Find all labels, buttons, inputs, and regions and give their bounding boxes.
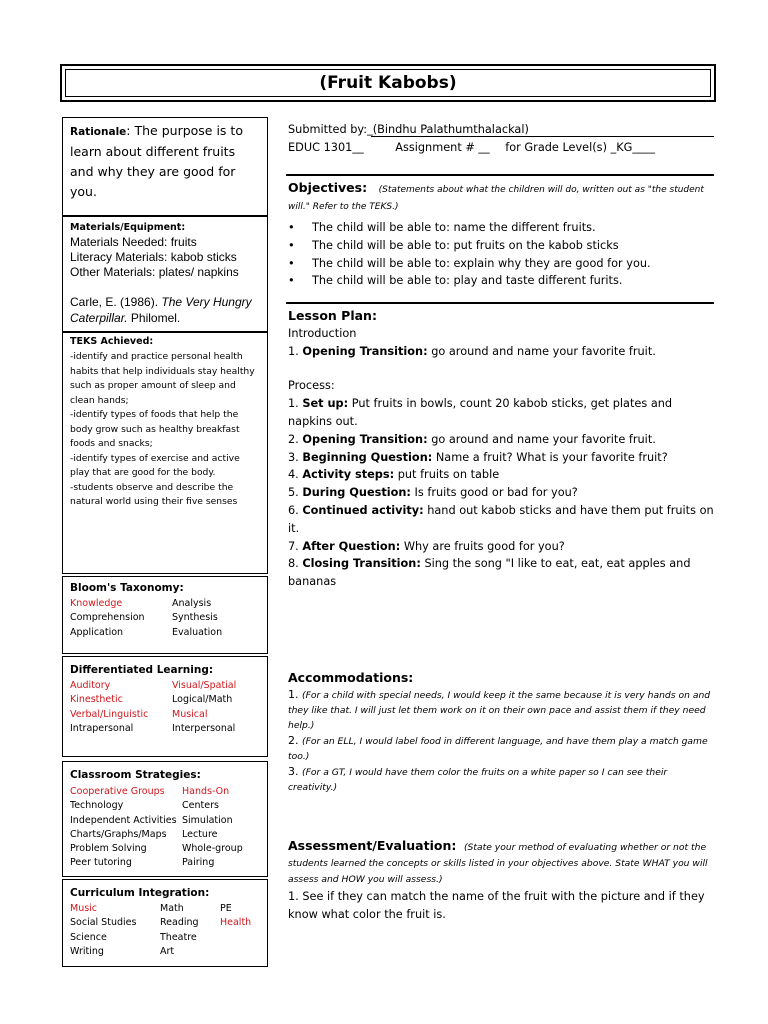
assessment-item: 1. See if they can match the name of the fruit with the picture and if they know what color the fruit is. (288, 890, 705, 921)
lesson-intro: Introduction (288, 326, 357, 340)
classroom-label: Classroom Strategies: (70, 769, 201, 781)
cs-charts: Charts/Graphs/Maps (70, 828, 167, 840)
assessment-section (288, 838, 714, 924)
citation-suffix: Philomel. (127, 311, 181, 325)
materials-line-3: Other Materials: plates/ napkins (70, 265, 239, 279)
diff-logical-math: Logical/Math (172, 694, 233, 706)
step-text: Put fruits in bowls, count 20 kabob sticks, get plates and napkins out. (288, 397, 673, 428)
diff-verbal-linguistic: Verbal/Linguistic (70, 708, 149, 720)
step-text: hand out kabob sticks and have them put fruits on it. (288, 503, 714, 535)
classroom-box (62, 761, 268, 877)
accommodation-3 (288, 764, 714, 795)
accommodation-text: (For an ELL, I would label food in different language, and have them play a match game too.) (288, 735, 708, 762)
lesson-step-7 (288, 538, 714, 556)
divider-objectives (286, 174, 714, 176)
step-key: After Question: (302, 539, 401, 553)
ci-empty-1 (220, 931, 270, 945)
cs-independent: Independent Activities (70, 814, 177, 826)
ci-health: Health (220, 917, 252, 929)
course: EDUC 1301__ (288, 140, 364, 154)
ci-theatre: Theatre (160, 931, 197, 943)
step-num: 7. (288, 539, 303, 553)
differentiated-box (62, 656, 268, 757)
assessment-label: Assessment/Evaluation: (288, 838, 457, 853)
curriculum-label: Curriculum Integration: (70, 887, 210, 899)
cs-simulation: Simulation (182, 814, 233, 826)
diff-visual-spatial: Visual/Spatial (172, 680, 237, 691)
citation-title: The Very Hungry Caterpillar. (70, 295, 252, 325)
step-num: 2. (288, 432, 303, 446)
teks-line-1: -identify and practice personal health habits that help individuals stay healthy such as proper amount of sleep and clean hands; (70, 351, 255, 406)
accommodation-text: (For a child with special needs, I would keep it the same because it is very hands on and they like that. I will just let them work on it on their own pace and assist them if they need help.) (288, 689, 711, 731)
diff-kinesthetic: Kinesthetic (70, 694, 123, 706)
cs-cooperative-groups: Cooperative Groups (70, 786, 165, 797)
rationale-sep: : (126, 123, 135, 138)
objective-item-2: • The child will be able to: put fruits on the kabob sticks (288, 237, 714, 255)
document-title: (Fruit Kabobs) (65, 69, 711, 97)
ci-empty-2 (220, 945, 270, 959)
ci-art: Art (160, 945, 175, 957)
accommodation-num: 1. (288, 687, 302, 701)
cs-peer-tutoring: Peer tutoring (70, 857, 132, 869)
step-key: Set up: (302, 397, 349, 411)
step-num: 1. (288, 397, 303, 411)
rationale-box (62, 117, 268, 216)
rationale-label: Rationale (70, 126, 127, 138)
step-num: 5. (288, 486, 303, 500)
lesson-plan-label: Lesson Plan: (288, 308, 377, 323)
course-line (288, 139, 714, 157)
assessment-note: (State your method of evaluating whether or not the students learned the concepts or skills listed in your objectives above. State WHAT you will assess and HOW you will assess.) (288, 842, 708, 885)
ci-pe: PE (220, 903, 232, 914)
assessment-header (288, 838, 714, 887)
curriculum-grid (70, 902, 260, 959)
blooms-evaluation: Evaluation (172, 626, 223, 638)
teks-label: TEKS Achieved: (70, 336, 154, 347)
objectives-list (288, 219, 714, 290)
blooms-comprehension: Comprehension (70, 612, 145, 624)
cs-hands-on: Hands-On (182, 786, 230, 797)
materials-line-1: Materials Needed: fruits (70, 235, 197, 249)
ci-writing: Writing (70, 945, 104, 957)
objective-item-3: • The child will be able to: explain why they are good for you. (288, 255, 714, 273)
cs-whole-group: Whole-group (182, 843, 243, 855)
step-num: 3. (288, 450, 303, 464)
ci-math: Math (160, 903, 184, 914)
title-box (60, 64, 716, 102)
submitted-label: Submitted by: (288, 123, 368, 136)
step-num: 4. (288, 468, 303, 482)
accommodation-num: 3. (288, 764, 302, 778)
teks-line-2: -identify types of foods that help the body grow such as healthy breakfast foods and snacks; (70, 409, 240, 449)
blooms-grid (70, 597, 260, 640)
accommodation-2 (288, 733, 714, 764)
citation-prefix: Carle, E. (1986). (70, 295, 162, 309)
objective-item-1: • The child will be able to: name the different fruits. (288, 219, 714, 237)
blooms-application: Application (70, 626, 124, 638)
submitted-value: _(Bindhu Palathumthalackal) (367, 123, 529, 136)
curriculum-box (62, 879, 268, 967)
differentiated-label: Differentiated Learning: (70, 664, 214, 676)
diff-musical: Musical (172, 708, 208, 720)
ci-music: Music (70, 903, 98, 914)
step-num: 6. (288, 503, 303, 517)
materials-line-2: Literacy Materials: kabob sticks (70, 250, 237, 264)
objectives-header (288, 180, 714, 215)
step-text: Name a fruit? What is your favorite fruit? (432, 450, 668, 464)
ci-social-studies: Social Studies (70, 917, 137, 929)
accommodations-section (288, 669, 714, 795)
objective-item-4: • The child will be able to: play and taste different furits. (288, 272, 714, 290)
rationale-text: The purpose is to learn about different fruits and why they are good for you. (70, 123, 243, 199)
cs-lecture: Lecture (182, 828, 218, 840)
diff-intrapersonal: Intrapersonal (70, 722, 134, 734)
teks-line-4: -students observe and describe the natural world using their five senses (70, 481, 238, 507)
step-text: go around and name your favorite fruit. (427, 432, 656, 446)
lesson-step-3 (288, 449, 714, 467)
classroom-grid (70, 785, 260, 871)
cs-pairing: Pairing (182, 857, 215, 869)
step-key: Closing Transition: (302, 557, 421, 571)
blooms-box (62, 576, 268, 654)
lesson-opening-key: Opening Transition: (302, 344, 428, 358)
teks-box (62, 332, 268, 574)
lesson-step-4 (288, 466, 714, 484)
diff-auditory: Auditory (70, 680, 111, 691)
lesson-step-1 (288, 395, 714, 431)
differentiated-grid (70, 679, 260, 736)
assignment: Assignment # __ (395, 140, 490, 154)
step-key: Activity steps: (302, 468, 395, 482)
ci-reading: Reading (160, 917, 199, 929)
accommodation-1 (288, 687, 714, 733)
step-key: Continued activity: (302, 503, 424, 517)
objectives-note: (Statements about what the children will do, written out as "the student will." Refer to the TEKS.) (288, 185, 704, 212)
cs-technology: Technology (70, 800, 124, 812)
step-text: Sing the song "I like to eat, eat, eat apples and bananas (288, 557, 691, 589)
lesson-opening (288, 343, 714, 361)
grade-level: for Grade Level(s) _KG____ (505, 140, 655, 154)
step-key: Beginning Question: (302, 450, 433, 464)
lesson-step-2 (288, 431, 714, 449)
lesson-step-6 (288, 502, 714, 538)
lesson-step-5 (288, 484, 714, 502)
submitted-line (288, 121, 714, 139)
divider-lesson (286, 302, 714, 304)
submitted-underline (371, 136, 714, 137)
lesson-opening-num: 1. (288, 344, 303, 358)
blooms-label: Bloom's Taxonomy: (70, 582, 184, 594)
accommodation-num: 2. (288, 733, 302, 747)
blooms-synthesis: Synthesis (172, 612, 218, 624)
lesson-opening-text: go around and name your favorite fruit. (427, 344, 656, 358)
teks-line-3: -identify types of exercise and active play that are good for the body. (70, 452, 240, 478)
submission-header (288, 121, 714, 157)
materials-box (62, 216, 268, 332)
lesson-process: Process: (288, 379, 335, 393)
lesson-plan-section (288, 307, 714, 591)
ci-science: Science (70, 931, 107, 943)
objectives-label: Objectives: (288, 180, 368, 195)
step-num: 8. (288, 557, 303, 571)
cs-centers: Centers (182, 800, 219, 812)
accommodations-label: Accommodations: (288, 670, 414, 685)
materials-label: Materials/Equipment: (70, 222, 186, 233)
materials-citation (70, 294, 260, 326)
blooms-analysis: Analysis (172, 598, 212, 609)
step-text: Why are fruits good for you? (400, 539, 565, 553)
cs-problem-solving: Problem Solving (70, 843, 147, 855)
objectives-section (288, 180, 714, 290)
step-text: put fruits on table (394, 468, 500, 482)
step-key: Opening Transition: (302, 432, 428, 446)
diff-interpersonal: Interpersonal (172, 722, 236, 734)
lesson-step-8 (288, 555, 714, 591)
blooms-knowledge: Knowledge (70, 598, 123, 609)
accommodation-text: (For a GT, I would have them color the fruits on a white paper so I can see their creativity.) (288, 766, 668, 793)
step-text: Is fruits good or bad for you? (410, 486, 578, 500)
step-key: During Question: (302, 486, 411, 500)
